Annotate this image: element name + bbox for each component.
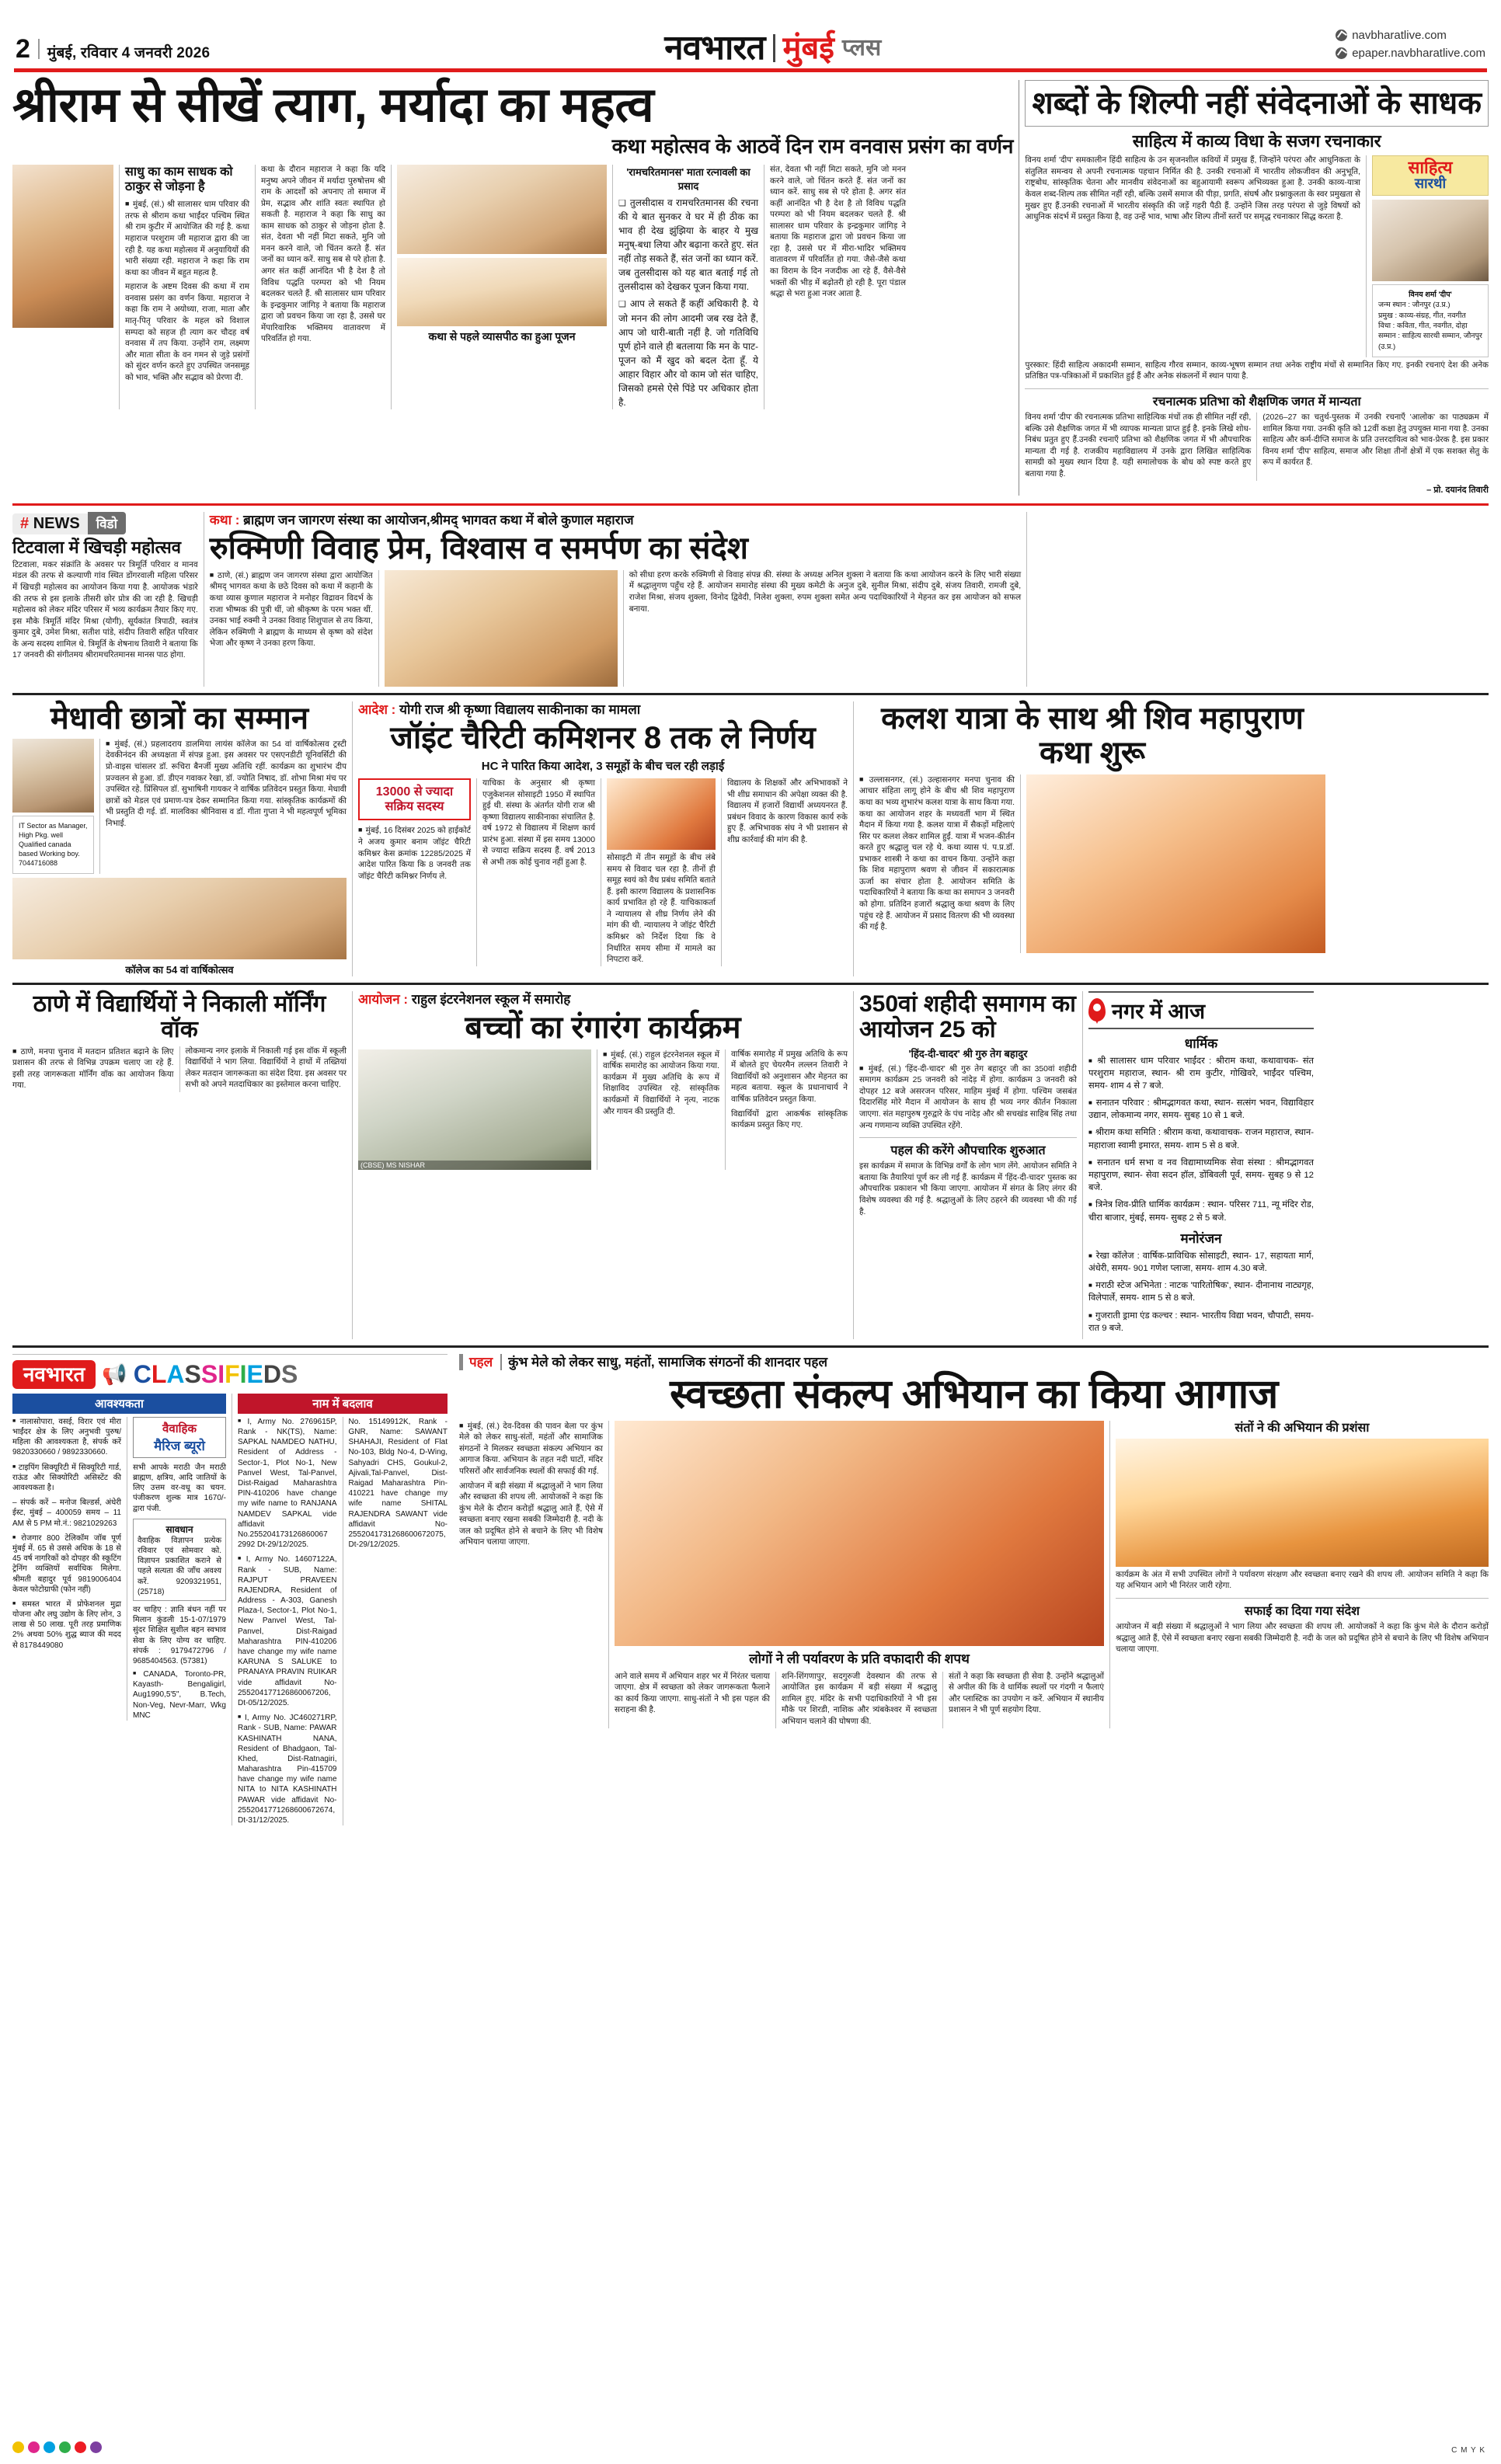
swachhata-photo-2	[1116, 1439, 1489, 1567]
swachhata-headline: स्वच्छता संकल्प अभियान का किया आगाज	[670, 1372, 1278, 1418]
morning-walk-block	[12, 991, 347, 1339]
aadesh-block	[358, 701, 848, 976]
nagar-item: ■ सनातन धर्म सभा व नव विद्यामाध्यमिक सेवा संस्था : श्रीमद्भागवत महापुराण, स्थान- सेवा सदन हॉल, डोंबिवली पूर्व, समय- सुबह 9 से 12 बजे.	[1088, 1157, 1314, 1195]
classified-ad: ■ टाइपिंग सिक्यूरिटी में सिक्यूरिटी गार्ड, राऊंड और सिक्योरिटी असिस्टेंट की आवश्यकता है।	[12, 1463, 121, 1494]
katha-body-2: को सीधा हरण करके रुक्मिणी से विवाह संपन्न की. संस्था के अध्यक्ष अनिल शुक्ला ने बताया कि कथा आयोजन करने के लिए भारी संख्या में श्रद्धालुगण पहुँच रहे हैं. आयोजन समारोह संस्था की मुख्य कमेटी के अनुज दुबे, सुनील मिश्रा, संदीप दुबे, संजय तिवारी, रामजी दुबे, राजेश मिश्रा, संजय शुक्ला, विनोद द्विवेदी, निलेश शुक्ला, रुपम शुक्ला समेत अन्य पदाधिकारियों ने मेहनत कर इस आयोजन को सफल बनाया.	[629, 570, 1022, 614]
classifieds-brand: नवभारत	[12, 1360, 96, 1389]
sahitya-spacer	[1033, 512, 1489, 687]
aayojan-kicker-text: राहुल इंटरनेशनल स्कूल में समारोह	[411, 991, 571, 1007]
shahidi-body-1: ■ मुंबई, (सं.) 'हिंद-दी-चादर' श्री गुरु तेग बहादुर जी का 350वां शहीदी समागम कार्यक्रम 25 जनवरी को नांदेड़ में होगा. कार्यक्रम 3 जनवरी को दोपहर 12 बजे असरजन परिसर, माहिम मुंबई में होगा. पश्चिम जसबंत दिदारसिंह मोरे मैदान में आयोजन के साथ ही भव्य नगर कीर्तन निकाला जाएगा. संत महापुरुष गुरुद्वारे के पंच नांदेड़ और श्री सचखंड साहिब सिंह तथा अन्य गणमान्य व्यक्ति उपस्थित रहेंगे.	[859, 1063, 1077, 1132]
logo-navbharat: नवभारत	[664, 29, 765, 67]
sahitya-headline: शब्दों के शिल्पी नहीं संवेदनाओं के साधक	[1032, 86, 1482, 120]
swachhata-body-3: आने वाले समय में अभियान शहर भर में निरंतर चलाया जाएगा. क्षेत्र में स्वच्छता को लेकर जागरूकता फैलाने का कार्य किया जाएगा. साधु-संतों ने भी इस पहल की सराहना की है.	[615, 1672, 770, 1715]
header-rule	[14, 68, 1487, 72]
kalash-body: ■ उल्लासनगर, (सं.) उल्हासनगर मनपा चुनाव की आचार संहिता लागू होने के बीच श्री शिव महापुराण कथा का भव्य शुभारंभ कलश यात्रा के साथ किया गया. कथा का आयोजन शहर के मध्यवर्ती भाग में स्थित मैदान में किया गया है. कलश यात्रा में सैकड़ों महिलाएं सिर पर कलश लेकर शामिल हुईं. यात्रा में भजन-कीर्तन करते हुए श्रद्धालु चल रहे थे. कथा व्यास पं. प.प्र.डॉ. प्रभाकर शास्त्री ने कथा का वाचन किया. उन्होंने कहा कि शिव महापुराण श्रवण से जीवन में सकारात्मक ऊर्जा का संचार होता है. आयोजन समिति के पदाधिकारियों ने बताया कि कथा का समापन 3 जनवरी को होगा. प्रतिदिन हजारों श्रद्धालु कथा श्रवण के लिए पहुंच रहे हैं. आयोजन में प्रसाद वितरण की भी व्यवस्था की गई है.	[859, 774, 1015, 934]
aadesh-body-4: विद्यालय के शिक्षकों और अभिभावकों ने भी शीघ्र समाधान की अपेक्षा व्यक्त की है. विद्यालय में हजारों विद्यार्थी अध्ययनरत हैं. प्रबंधन विवाद के कारण विकास कार्य रुके हुए हैं. अभिभावक संघ ने भी प्रशासन से शीघ्र कार्रवाई की मांग की है.	[727, 779, 848, 844]
masthead	[12, 11, 1489, 67]
site-url-1: navbharatlive.com	[1352, 28, 1447, 42]
swachhata-body-4: शनि-शिंगणापुर, सदगुरुजी देवस्थान की तरफ से आयोजित इस कार्यक्रम में बड़ी संख्या में श्रद्धालु शामिल हुए. मंदिर के सभी पदाधिकारियों ने भी इस मौके पर शिरडी, नाशिक और त्र्यंबकेश्वर में स्वच्छता अभियान चलाने की घोषणा की.	[782, 1672, 937, 1726]
medhavi-photo-side	[12, 739, 94, 813]
news-tag[interactable]: # NEWS	[12, 513, 88, 534]
classified-ad: ■ रोजगार 800 टेलिकॉम जॉब पूर्ण मुंबई में. 65 से उससे अधिक के 18 से 45 वर्ष नागरिकों को दोपहर की स्कूटिंग ट्रेनिंग व्यक्तियों सर्वाधिक मिलेगा. श्रीमती बहादुर पूर्व 9819006404 केवल फोटोग्राफी (फोन नहीं)	[12, 1533, 121, 1595]
classifieds-col-2	[238, 1394, 448, 1825]
swachhata-kicker-text: कुंभ मेले को लेकर साधु, महंतों, सामाजिक संगठनों की शानदार पहल	[500, 1354, 827, 1370]
sahitya-body-1: विनय शर्मा 'दीप' समकालीन हिंदी साहित्य के उन सृजनशील कवियों में प्रमुख हैं, जिन्होंने परंपरा और आधुनिकता के संतुलित समन्वय से अपनी रचनात्मक पहचान निर्मित की है. उनकी रचनाओं में भारतीय लोकजीवन की अनुभूति, राष्ट्रबोध, सांस्कृतिक चेतना और मानवीय संवेदनाओं का बहुआयामी स्वरूप अभिव्यक्त हुआ है. उनकी काव्य-यात्रा केवल शब्द-शिल्प तक सीमित नहीं रही, बल्कि उसमें समाज की पीड़ा, प्रगति, संघर्ष और प्रश्नाकुलता के स्वर प्रमुखता से मुखर हुए हैं.उनकी रचनाओं में भारतीय संस्कृति की जड़ें गहरी पैठी हैं. उन्होंने जिस तरह परंपरा से जुड़े विषयों को आधुनिक संदर्भ में प्रस्तुत किया है, वह उन्हें भाव, भाषा और शिल्प तीनों स्तरों पर समृद्ध रचनाकार सिद्ध करता है.	[1025, 156, 1360, 222]
author-genre: विधा : कविता, गीत, नवगीत, दोहा	[1378, 321, 1468, 330]
classifieds-block	[12, 1354, 448, 1825]
classifieds-word: CLASSIFIEDS	[133, 1359, 298, 1388]
nagar-cat-4: मनोरंजन	[1180, 1230, 1222, 1246]
swachhata-block	[459, 1354, 1489, 1728]
shahidi-block	[859, 991, 1077, 1339]
name-change-ad: ■ I, Army No. 14607122A, Rank - SUB, Name: RAJPUT PRAVEEN RAJENDRA, Resident of Address - A-303, Ganesh Plaza-I, Sector-1, Plot No-1, New Panvel West, Tal-Panvel, Dist-Raigad Maharashtra PIN-410206 have change my wife name KARUNA S SALUKE to PRANAYA PRAVIN RUIKAR vide affidavit No-255204177126860067206, Dt-05/12/2025.	[238, 1554, 337, 1708]
katha-kicker	[210, 512, 1021, 528]
aadesh-tag: आदेश :	[358, 701, 396, 717]
nagar-header	[1088, 991, 1314, 1029]
classifieds-col-1	[12, 1394, 226, 1825]
medhavi-title: मेधावी छात्रों का सम्मान	[50, 701, 309, 736]
sahitya-credit: – प्रो. दयानंद तिवारी	[1426, 485, 1489, 495]
aadesh-headline: जॉइंट चैरिटी कमिशनर 8 तक ले निर्णय	[390, 721, 816, 756]
shahidi-sub2: पहल की करेंगे औपचारिक शुरुआत	[890, 1144, 1046, 1158]
aadesh-kicker	[358, 701, 848, 718]
kalash-headline: कलश यात्रा के साथ श्री शिव महापुराण कथा शुरू	[881, 701, 1304, 770]
lead-headline: श्रीराम से सीखें त्याग, मर्यादा का महत्व	[12, 78, 654, 132]
lead-story	[12, 80, 1013, 496]
sahitya-author-meta	[1372, 284, 1489, 357]
lead-col-a	[125, 165, 249, 409]
matrimonial-title-1: वैवाहिक	[162, 1422, 197, 1436]
swachhata-body-1: ■ मुंबई, (सं.) देव-दिवस की पावन बेला पर कुंभ मेले को लेकर साधु-संतों, महंतों और सामाजिक संगठनों ने मिलकर स्वच्छता संकल्प अभियान का आगाज किया. अभियान के तहत नदी घाटों, मंदिर परिसरों और सार्वजनिक स्थलों की सफाई की गई.	[459, 1421, 603, 1478]
katha-body-1: ■ ठाणे, (सं.) ब्राह्मण जन जागरण संस्था द्वारा आयोजित श्रीमद् भागवत कथा के छठे दिवस को कथा में कहानी के कथा व्यास कुणाल महाराज ने मनोहर विद्रावन विदर्भ के राजा भीष्मक की पुत्री थीं, जो श्रीकृष्ण के परम भक्त थीं. उनका भाई रुक्मी ने उनका विवाह शिशुपाल से तय किया, लेकिन रुक्मिणी ने ब्राह्मण के माध्यम से कृष्ण को संदेश भेजा और कृष्ण ने उनका हरण किया.	[210, 570, 373, 650]
edition-date: मुंबई, रविवार 4 जनवरी 2026	[47, 45, 211, 61]
caution-box	[133, 1519, 226, 1601]
aayojan-tag: आयोजन :	[358, 991, 409, 1007]
nagar-item: ■ गुजराती ड्रामा एंड कल्चर : स्थान- भारतीय विद्या भवन, चौपाटी, समय- रात 9 बजे.	[1088, 1310, 1314, 1335]
sarathi-line-2: सारथी	[1414, 176, 1447, 192]
medhavi-ad-it: IT Sector as Manager, High Pkg. well Qualified canada based Working boy. 7044716088	[12, 816, 94, 874]
swachhata-photo-caption: लोगों ने ली पर्यावरण के प्रति वफादारी की शपथ	[749, 1651, 970, 1666]
medhavi-block	[12, 701, 347, 976]
lead-photo-col	[397, 165, 607, 409]
lead-subhead: कथा महोत्सव के आठवें दिन राम वनवास प्रसंग का वर्णन	[611, 134, 1014, 158]
lead-col-d	[770, 165, 906, 409]
aadesh-kicker-text: योगी राज श्री कृष्णा विद्यालय साकीनाका का मामला	[399, 701, 641, 717]
color-registration-dots	[12, 2441, 102, 2453]
aadesh-body-2: याचिका के अनुसार श्री कृष्णा एजुकेशनल सोसाइटी 1950 में स्थापित हुई थी. संस्था के अंतर्गत योगी राज श्री कृष्णा विद्यालय साकीनाका संचालित है. वर्ष 1972 से विद्यालय में शिक्षण कार्य प्रारंभ हुआ. संस्था में इस समय 13000 से ज्यादा सक्रिय सदस्य हैं. वर्ष 2013 से अभी तक कोई चुनाव नहीं हुआ है.	[482, 779, 595, 867]
sahitya-headline-box	[1025, 80, 1489, 127]
news-video-tags	[12, 512, 198, 534]
kalash-photo	[1026, 774, 1325, 953]
lead-col-c	[618, 165, 758, 409]
swachhata-sub-right-2: सफाई का दिया गया संदेश	[1244, 1605, 1360, 1619]
nagar-cat-1: धार्मिक	[1184, 1035, 1218, 1051]
sahitya-author-photo	[1372, 200, 1489, 281]
classified-ad: ■ समस्त भारत में प्रोफेशनल मुद्रा योजना और लघु उद्योग के लिए लोन, 3 लाख से 50 लाख. पूरी तरह प्रमाणिक 2% अथवा 50% शुद्ध ब्याज की मदद से 8178449080	[12, 1599, 121, 1651]
swachhata-body-2: आयोजन में बड़ी संख्या में श्रद्धालुओं ने भाग लिया और स्वच्छता की शपथ ली. आयोजकों ने कहा कि कुंभ मेले के दौरान करोड़ों श्रद्धालु आते हैं, ऐसे में स्वच्छता बनाए रखना सबकी जिम्मेदारी है. नदी के जल को प्रदूषित होने से बचाने के लिए भी विशेष अभियान चलाया जाएगा.	[459, 1481, 603, 1547]
swachhata-sub-right-1: संतों ने की अभियान की प्रशंसा	[1235, 1421, 1370, 1435]
aadesh-photo	[607, 778, 716, 850]
lead-body-3: कथा के दौरान महाराज ने कहा कि यदि मनुष्य अपने जीवन में मर्यादा पुरुषोत्तम श्री राम के आदर्शों को अपनाए तो समाज में प्रेम, सद्भाव और शांति स्वतः स्थापित हो सकती है. महाराज ने कहा कि साधु का काम साधक को ठाकुर से जोड़ना होता है. संत, देवता भी नहीं मिटा सकते, मुनि जो मनन करने वाले, जो चिंतन करते हैं. संत जनों का ध्यान करें. साधु सब से परे होता है. अगर संत कहीं आनंदित भी है देश है तो विविध पद्धति परम्परा को भी नियम बदलकर चलते हैं. श्री सालासर धाम परिवार के इन्द्रकुमार जांगिड़ ने बताया कि महाराज द्वारा जो प्रवचन किया जा रहा है, उससे घर मेंपारिवारिक भक्तिमय वातावरण में परिवर्तित हो गया.	[261, 165, 385, 344]
location-pin-icon	[1088, 998, 1106, 1021]
news-video-title: टिटवाला में खिचड़ी महोत्सव	[12, 537, 181, 557]
aadesh-subhead: HC ने पारित किया आदेश, 3 समूहों के बीच चल रही लड़ाई	[481, 760, 725, 774]
lead-photo-stage	[397, 258, 607, 326]
logo-mumbai: मुंबई	[782, 31, 834, 65]
masthead-left	[16, 36, 210, 62]
aayojan-headline: बच्चों का रंगारंग कार्यक्रम	[465, 1010, 741, 1045]
lead-col-b	[261, 165, 385, 409]
site-url-2: epaper.navbharatlive.com	[1352, 46, 1485, 60]
author-name: विनय शर्मा 'दीप'	[1409, 291, 1452, 300]
sahitya-body-3: विनय शर्मा 'दीप' की रचनात्मक प्रतिभा साहित्यिक मंचों तक ही सीमित नहीं रही, बल्कि उसे शैक्षणिक जगत में भी व्यापक मान्यता प्राप्त हुई है. इनके लिखे शोध-निबंध प्रतुत हुए हैं.उनकी रचनाएँ प्रतिभा को शैक्षणिक जगत में भी औपचारिक मान्यता दी गई है. राजकीय महाविद्यालय में उनके द्वारा लिखित साहित्यिक सामग्री को मुख्य स्थान दिया है. यही समालोचक के बोध को स्पष्ट करते हुए बताया गया है.	[1025, 413, 1252, 479]
matrimonial-ad[interactable]	[133, 1417, 226, 1458]
classifieds-sub-left: आवश्यकता	[12, 1394, 226, 1414]
globe-icon	[1336, 47, 1347, 59]
aayojan-photo	[358, 1049, 591, 1170]
classified-ad: ■ नालासोपारा, वसई, विरार एवं मीरा भाईंदर क्षेत्र के लिए अनुभवी पुरुष/महिला की आवश्यकता है, संपर्क करें 9820330660 / 9892330660.	[12, 1417, 121, 1458]
aayojan-kicker	[358, 991, 848, 1008]
shahidi-subhead: 'हिंद-दी-चादर' श्री गुरु तेग बहादुर	[908, 1047, 1028, 1060]
newspaper-logo	[664, 31, 881, 65]
video-tag[interactable]: विडो	[88, 512, 126, 534]
aayojan-body-1: ■ मुंबई, (सं.) राहुल इंटरनेशनल स्कूल में वार्षिक समारोह का आयोजन किया गया. कार्यक्रम में मुख्य अतिथि के रूप में शिक्षाविद उपस्थित रहे. सांस्कृतिक कार्यक्रमों में विद्यार्थियों ने नृत्य, नाटक और गायन की प्रस्तुति दी.	[603, 1049, 719, 1118]
medhavi-body: ■ मुंबई, (सं.) प्रहलादराय डालमिया लायंस कॉलेज का 54 वां वार्षिकोत्सव ट्रस्टी देवकीनंदन की अध्यक्षता में संपन्न हुआ. इस अवसर पर एसएनडीटी यूनिवर्सिटी की प्रो-वाइस चांसलर डॉ. रूचिरा बैनर्जी मुख्य अतिथि रहीं. कार्यक्रम का शुभारंभ दीप प्रज्वलन से हुआ. डॉ. डीएन गवाकर रेखा, डॉ. ज्योति निषाद, डॉ. शोभा मिश्रा मंच पर उपस्थित रहे. प्रिंसिपल डॉ. सुभाषिनी गायकर ने वार्षिक प्रतिवेदन प्रस्तुत किया. मेधावी छात्रों को मेडल एवं प्रमाण-पत्र देकर सम्मानित किया गया. सांस्कृतिक कार्यक्रमों की भी प्रस्तुति दी गई. डॉ. मालविका श्रीनिवास व डॉ. गीता गुप्ता ने भी महत्वपूर्ण भूमिका निभाई.	[106, 739, 347, 830]
logo-plus: प्लस	[841, 35, 882, 61]
sahitya-body-2: पुरस्कार: हिंदी साहित्य अकादमी सम्मान, साहित्य गौरव सम्मान, काव्य-भूषण सम्मान तथा अनेक राष्ट्रीय मंचों से सम्मानित किए गए. इनकी रचनाएं देश की अनेक प्रतिष्ठित पत्र-पत्रिकाओं में प्रकाशित हुई हैं और अनेक संकलनों में स्थान पाया है.	[1025, 360, 1489, 381]
author-award: सम्मान : साहित्य सारथी सम्मान, जौनपुर (उ.प्र.)	[1378, 332, 1482, 351]
aadesh-badge: 13000 से ज्यादा सक्रिय सदस्य	[358, 778, 471, 820]
cmyk-label: C M Y K	[1451, 2446, 1485, 2455]
author-works: प्रमुख : काव्य-संग्रह, गीत, नवगीत	[1378, 311, 1466, 320]
lead-check-1: ❑ तुलसीदास व रामचरितमानस की रचना की ये बात सुनकर वे घर में ही ठीक का भाव ही देख झुंझिया के बाहर ये मुख मनुष्-बधा लिया और बढ़ाना करते हुए. संत नहीं तोड़ सकते हैं, संत जनों का ध्यान करें. जब तुलसीदास को यह बात बताई गई तो तुलसीदास को देखकर पूजन किया गया.	[618, 196, 758, 294]
name-change-ad: No. 15149912K, Rank - GNR, Name: SAWANT SHAHAJI, Resident of Flat No-103, Bldg No-4, D-Wing, Sahyadri CHS, Goukul-2, Ajivali,Tal-Panvel, Dist-Raigad Maharashtra Pin-410221 have change my wife name SHITAL RAJENDRA SAWANT vide affidavit No-2552041731268600672075, Dt-29/12/2025.	[348, 1417, 448, 1550]
swachhata-body-7: आयोजन में बड़ी संख्या में श्रद्धालुओं ने भाग लिया और स्वच्छता की शपथ ली. आयोजकों ने कहा कि कुंभ मेले के दौरान करोड़ों श्रद्धालु आते हैं, ऐसे में स्वच्छता बनाए रखना सबकी जिम्मेदारी है. नदी के जल को प्रदूषित होने से बचाने के लिए भी विशेष अभियान चलाया जाएगा.	[1116, 1623, 1489, 1655]
aadesh-body-1: ■ मुंबई, 16 दिसंबर 2025 को हाईकोर्ट ने अजय कुमार बनाम जॉइंट चैरिटी कमिश्नर केस क्रमांक 12285/2025 में आदेश पारित किया कि 8 जनवरी तक जॉइंट चैरिटी कमिश्नर निर्णय ले.	[358, 825, 471, 882]
lead-caption-1: कथा से पहले व्यासपीठ का हुआ पूजन	[428, 329, 576, 343]
sarathi-line-1: साहित्य	[1408, 158, 1453, 178]
matrimonial-body: सभी आपके मराठी जैन मराठी ब्राह्मण, क्षत्रिय, आदि जातियों के लिए उत्तम वर-वधू का चयन. पंजीकरण शुल्क मात्र 1670/- द्वारा पंजी.	[133, 1463, 226, 1513]
canada-ad: ■ CANADA, Toronto-PR, Kayasth- Bengaligirl, Aug1990,5'5", B.Tech, Non-Veg, Nevr-Marr, Wkg MNC	[133, 1669, 226, 1721]
classifieds-sub-right: नाम में बदलाव	[238, 1394, 448, 1414]
nagar-block	[1088, 991, 1314, 1339]
swachhata-body-6: कार्यक्रम के अंत में सभी उपस्थित लोगों ने पर्यावरण संरक्षण और स्वच्छता बनाए रखने की शपथ ली. आयोजन समिति ने कहा कि यह अभियान आगे भी निरंतर जारी रहेगा.	[1116, 1570, 1489, 1591]
name-change-ad: ■ I, Army No. JC460271RP, Rank - SUB, Name: PAWAR KASHINATH NANA, Resident of Bhadgaon, Tal-Khed, Dist-Ratnagiri, Maharashtra Pin-415709 have change my wife name NITA to NITA KASHINATH PAWAR vide affidavit No-2552041771268600672674, Dt-31/12/2025.	[238, 1713, 337, 1825]
lead-photo-speaker	[12, 165, 113, 328]
site-link-epaper[interactable]	[1336, 44, 1485, 62]
katha-photo	[385, 570, 618, 687]
caution-title: सावधान	[165, 1523, 193, 1535]
globe-icon	[1336, 30, 1347, 41]
nagar-item: ■ रेखा कॉलेज : वार्षिक-प्राविधिक सोसाइटी, स्थान- 17, सहायता मार्ग, अंधेरी, समय- 901 गणेश प्लाजा, समय- शाम 4.30 बजे.	[1088, 1250, 1314, 1275]
nagar-item: ■ त्रिनेत्र शिव-प्रीति धार्मिक कार्यक्रम : स्थान- परिसर 711, न्यू मंदिर रोड, चीरा बाजार, मुंबई, समय- सुबह 2 से 5 बजे.	[1088, 1199, 1314, 1223]
lead-body-1: ■ मुंबई, (सं.) श्री सालासर धाम परिवार की तरफ से श्रीराम कथा भाईंदर पश्चिम स्थित श्री राम कुटीर में आयोजित की गई है. कथा महाराज परशुराम जी महाराज द्वारा की जा रही है. यह कथा महोत्सव में अनुयायियों की भारी संख्या रही. महाराज ने कहा कि राम कथा का जीवन में बहुत महत्व है.	[125, 199, 249, 279]
classified-ad: – संपर्क करें – मनोज बिल्डर्स, अंधेरी ईस्ट, मुंबई – 400059 समय – 11 AM से 5 PM मो.नं.: 9821029263	[12, 1498, 121, 1528]
lead-body-2: महाराज के अष्टम दिवस की कथा में राम वनवास प्रसंग का वर्णन किया. महाराज ने कहा कि राम ने अयोध्या, राजा, माता और मातृ-पितृ परिवार के महल को विशाल सम्पदा को सहज ही त्याग कर चौदह वर्ष वनवास में तप किया. उन्होंने राम, लक्ष्मण और माता सीता के वन गमन से जुड़े प्रसंगों को सुंदर वर्णन करते हुए उपस्थित जनसमूह को भाव, भक्ति और सद्भाव को प्रेरणा दी.	[125, 283, 249, 382]
sahitya-text-col	[1025, 155, 1360, 357]
news-video-block	[12, 512, 198, 687]
lead-box-head: साधु का काम साधक को ठाकुर से जोड़ना है	[125, 165, 233, 194]
aayojan-photo-caption: (CBSE) MS NISHAR	[358, 1161, 591, 1170]
shahidi-body-2: इस कार्यक्रम में समाज के विभिन्न वर्गों के लोग भाग लेंगे. आयोजन समिति ने बताया कि तैयारियां पूर्ण कर ली गई हैं. कार्यक्रम में 'हिंद-दी-चादर' पुस्तक का औपचारिक प्रकाशन भी किया जाएगा. आयोजन में संगत के लिए लंगर की विशेष व्यवस्था की गई है. श्रद्धालुओं के लिए ठहरने की व्यवस्था भी की गई है.	[859, 1162, 1077, 1216]
megaphone-icon: 📢	[102, 1362, 127, 1386]
swachhata-photo	[615, 1421, 1104, 1646]
var-chahiye-ad: वर चाहिए : ज्ञाति बंधन नहीं पर मिलान कुंडली 15-1-07/1979 सुंदर शिक्षित सुशील बहन स्वभाव सेवा के लिए योग्य वर चाहिए. संपर्क : 9179472796 / 9685404563. (57381)	[133, 1605, 226, 1665]
aayojan-body-3: विद्यार्थियों द्वारा आकर्षक सांस्कृतिक कार्यक्रम प्रस्तुत किए गए.	[731, 1109, 848, 1130]
nagar-title: नगर में आज	[1112, 999, 1206, 1023]
aayojan-body-2: वार्षिक समारोह में प्रमुख अतिथि के रूप में बोलते हुए चेयरमैन लल्लन तिवारी ने विद्यार्थियों को अनुशासन और मेहनत का महत्व बताया. स्कूल के प्रधानाचार्य ने वार्षिक प्रतिवेदन प्रस्तुत किया.	[731, 1049, 848, 1105]
lead-caption-2: 'रामचरितमानस' माता रत्नावली का प्रसाद	[626, 165, 750, 192]
kalash-block	[859, 701, 1325, 976]
name-change-ad: ■ I, Army No. 2769615P, Rank - NK(TS), Name: SAPKAL NAMDEO NATHU, Resident of Address - Sector-1, Plot No-1, New Panvel West, Tal-Panvel, Dist-Raigad Maharashtra PIN-410206 have change my wife name to RANJANA NAMDEV SAPKAL vide affidavit No.255204173126860067 2992 Dt-29/12/2025.	[238, 1417, 337, 1550]
sahitya-sarathi-logo	[1372, 155, 1489, 196]
swachhata-kicker	[459, 1354, 1489, 1370]
matrimonial-title-2: मैरिज ब्यूरो	[154, 1438, 205, 1453]
swachhata-tag: पहल	[459, 1354, 493, 1370]
sahitya-column	[1025, 80, 1489, 496]
katha-headline: रुक्मिणी विवाह प्रेम, विश्वास व समर्पण का संदेश	[209, 531, 748, 566]
sahitya-body-4: (2026–27 का चतुर्थ-पुस्तक में उनकी रचनाएँ 'आलोक' का पाठ्यक्रम में शामिल किया गया. उनकी कृति को 12वीं कक्षा हेतु उपयुक्त माना गया है. उनका साहित्य और कर्म-दीप्ति समाज के प्रति उत्तरदायित्व को भाव-प्रेरक है. इस प्रकार विनय शर्मा 'दीप' साहित्य, समाज और शिक्षा तीनों क्षेत्रों में एक सशक्त सेतु के रूप में कार्यरत हैं.	[1262, 413, 1489, 468]
author-birthplace: जन्म स्थान : जौनपुर (उ.प्र.)	[1378, 301, 1451, 310]
katha-kicker-text: ब्राह्मण जन जागरण संस्था का आयोजन,श्रीमद् भागवत कथा में बोले कुणाल महाराज	[243, 512, 634, 527]
nagar-item: ■ श्रीराम कथा समिति : श्रीराम कथा, कथावाचक- राजन महाराज, स्थान- महाराजा स्वामी इमारत, समय- शाम 5 से 8 बजे.	[1088, 1126, 1314, 1151]
sahitya-sub2: रचनात्मक प्रतिभा को शैक्षणिक जगत में मान्यता	[1152, 395, 1361, 409]
logo-divider	[773, 34, 775, 62]
katha-block	[210, 512, 1021, 687]
lead-photo-audience	[397, 165, 607, 254]
medhavi-caption: कॉलेज का 54 वां वार्षिकोत्सव	[125, 963, 234, 976]
page-number: 2	[16, 34, 30, 64]
medhavi-photo-main	[12, 878, 347, 959]
morning-walk-headline: ठाणे में विद्यार्थियों ने निकाली मॉर्निंग वॉक	[33, 990, 326, 1043]
morning-walk-body-1: ■ ठाणे, मनपा चुनाव में मतदान प्रतिशत बढ़ाने के लिए प्रशासन की तरफ से विभिन्न उपक्रम चलाए जा रहे हैं. इसी तरह जागरूकता मॉर्निंग वॉक का आयोजन किया गया.	[12, 1046, 174, 1092]
site-link-main[interactable]	[1336, 26, 1485, 44]
katha-tag: कथा :	[209, 512, 240, 527]
lead-check-2: ❑ आप ले सकते हैं कहीं अधिकारी है. ये जो मनन की लोग आदमी जब रख देते हैं, आप जो धारी-बाती नहीं है. जो गतिविधि पूर्ण होने वाले ही बतलाया कि मन के पाट-पूजन को मैं खुद को बदल देता हूँ. ये आहार विहार और वो काम जो संत चाहिए, जिसको हमसे ऐसे पिंडे पर अधिकार होता है.	[618, 297, 758, 409]
sahitya-media-col	[1372, 155, 1489, 357]
divider	[38, 39, 40, 59]
sahitya-subhead: साहित्य में काव्य विधा के सजग रचनाकार	[1132, 131, 1381, 151]
aadesh-body-3: सोसाइटी में तीन समूहों के बीच लंबे समय से विवाद चल रहा है. तीनों ही समूह स्वयं को वैध प्रबंध समिति बताते हैं. इसी कारण विद्यालय के प्रशासनिक कार्य प्रभावित हो रहे हैं. याचिकाकर्ता ने न्यायालय से शीघ्र निर्णय लेने की मांग की थी. न्यायालय ने जॉइंट चैरिटी कमिश्नर को निर्देश दिया कि वे निर्धारित समय सीमा में मामले का निपटारा करें.	[607, 854, 716, 965]
news-video-body: टिटवाला, मकर संक्रांति के अवसर पर त्रिमूर्ति परिवार व मानव मंडल की तरफ से कल्याणी गांव स्थित डोंगरवाली महिला परिसर में खिचड़ी महोत्सव का आयोजन किया गया है. आयोजक भंडारे की तरफ से इस इलाके तीसरी छोर प्रोत्र की जा रही है. खिचड़ी महोत्सव को लेकर मंदिर परिसर में भव्य कार्यक्रम तैयार किए गए. इस मौके त्रिमूर्ति मंदिर मिश्रा (योगी), सूर्यकांत त्रिपाठी, स्वतंत्र कुमार दुबे, उमेश मिश्रा, सतीश पांडे, संदीप तिवारी सहित परिवार के अन्य सदस्य शामिल थे. त्रिमूर्ति के शेषनाथ तिवारी ने बताया कि 17 जनवरी की संगीतमय श्रीरामचरितमानस मानस पाठ होगा.	[12, 560, 198, 660]
nagar-item: ■ सनातन परिवार : श्रीमद्भागवत कथा, स्थान- सत्संग भवन, विद्याविहार उद्यान, लोकमान्य नगर, समय- सुबह 10 से 1 बजे.	[1088, 1097, 1314, 1122]
aayojan-block	[358, 991, 848, 1339]
lead-body-4: संत, देवता भी नहीं मिटा सकते, मुनि जो मनन करने वाले, जो चिंतन करते हैं. संत जनों का ध्यान करें. साधु सब से परे होता है. अगर संत कहीं आनंदित भी है देश है तो विविध पद्धति परम्परा को भी नियम बदलकर चलते हैं. श्री सालासर धाम परिवार के इन्द्रकुमार जांगिड़ ने बताया कि महाराज द्वारा जो प्रवचन किया जा रहा है, उससे घर में मीरा-भादिर भक्तिमय वातावरण में परिवर्तित हो गया. जैसे-जैसे कथा का विराम के दिन नजदीक आ रहे हैं, वैसे-वैसे भक्तों की भीड़ में बढ़ोतरी हो रही है. पूरा पंडाल श्रद्धा से भरा हुआ नजर आता है.	[770, 165, 906, 299]
website-links	[1336, 26, 1485, 63]
morning-walk-body-2: लोकमान्य नगर इलाके में निकाली गई इस वॉक में स्कूली विद्यार्थियों ने भाग लिया. विद्यार्थियों ने हाथों में तख्तियां लेकर मतदान जागरूकता का संदेश दिया. इस अवसर पर सभी को अपने मतदाधिकार का इस्तेमाल करना चाहिए.	[185, 1046, 347, 1090]
nagar-item: ■ मराठी स्टेज अभिनेता : नाटक 'पारितोषिक', स्थान- दीनानाथ नाट्यगृह, विलेपार्ले, समय- शाम 5 से 8 बजे.	[1088, 1279, 1314, 1304]
shahidi-headline: 350वां शहीदी समागम का आयोजन 25 को	[859, 990, 1076, 1043]
nagar-item: ■ श्री सालासर धाम परिवार भाईंदर : श्रीराम कथा, कथावाचक- संत परशुराम महाराज, स्थान- श्री राम कुटीर, गोखिवरे, भाईंदर पश्चिम, समय- शाम 4 से 7 बजे.	[1088, 1055, 1314, 1093]
news-tag-label: NEWS	[33, 514, 80, 532]
caution-body: वैवाहिक विज्ञापन प्रत्येक रविवार एवं सोमवार को. विज्ञापन प्रकाशित कराने से पहले सत्यता की जाँच अवश्य करें. 9209321951, (25718)	[138, 1536, 221, 1596]
swachhata-body-5: संतों ने कहा कि स्वच्छता ही सेवा है. उन्होंने श्रद्धालुओं से अपील की कि वे धार्मिक स्थलों पर गंदगी न फैलाएं और प्लास्टिक का उपयोग न करें. अभियान में स्थानीय प्रशासन ने भी पूर्ण सहयोग दिया.	[949, 1672, 1104, 1715]
classifieds-header	[12, 1360, 448, 1389]
